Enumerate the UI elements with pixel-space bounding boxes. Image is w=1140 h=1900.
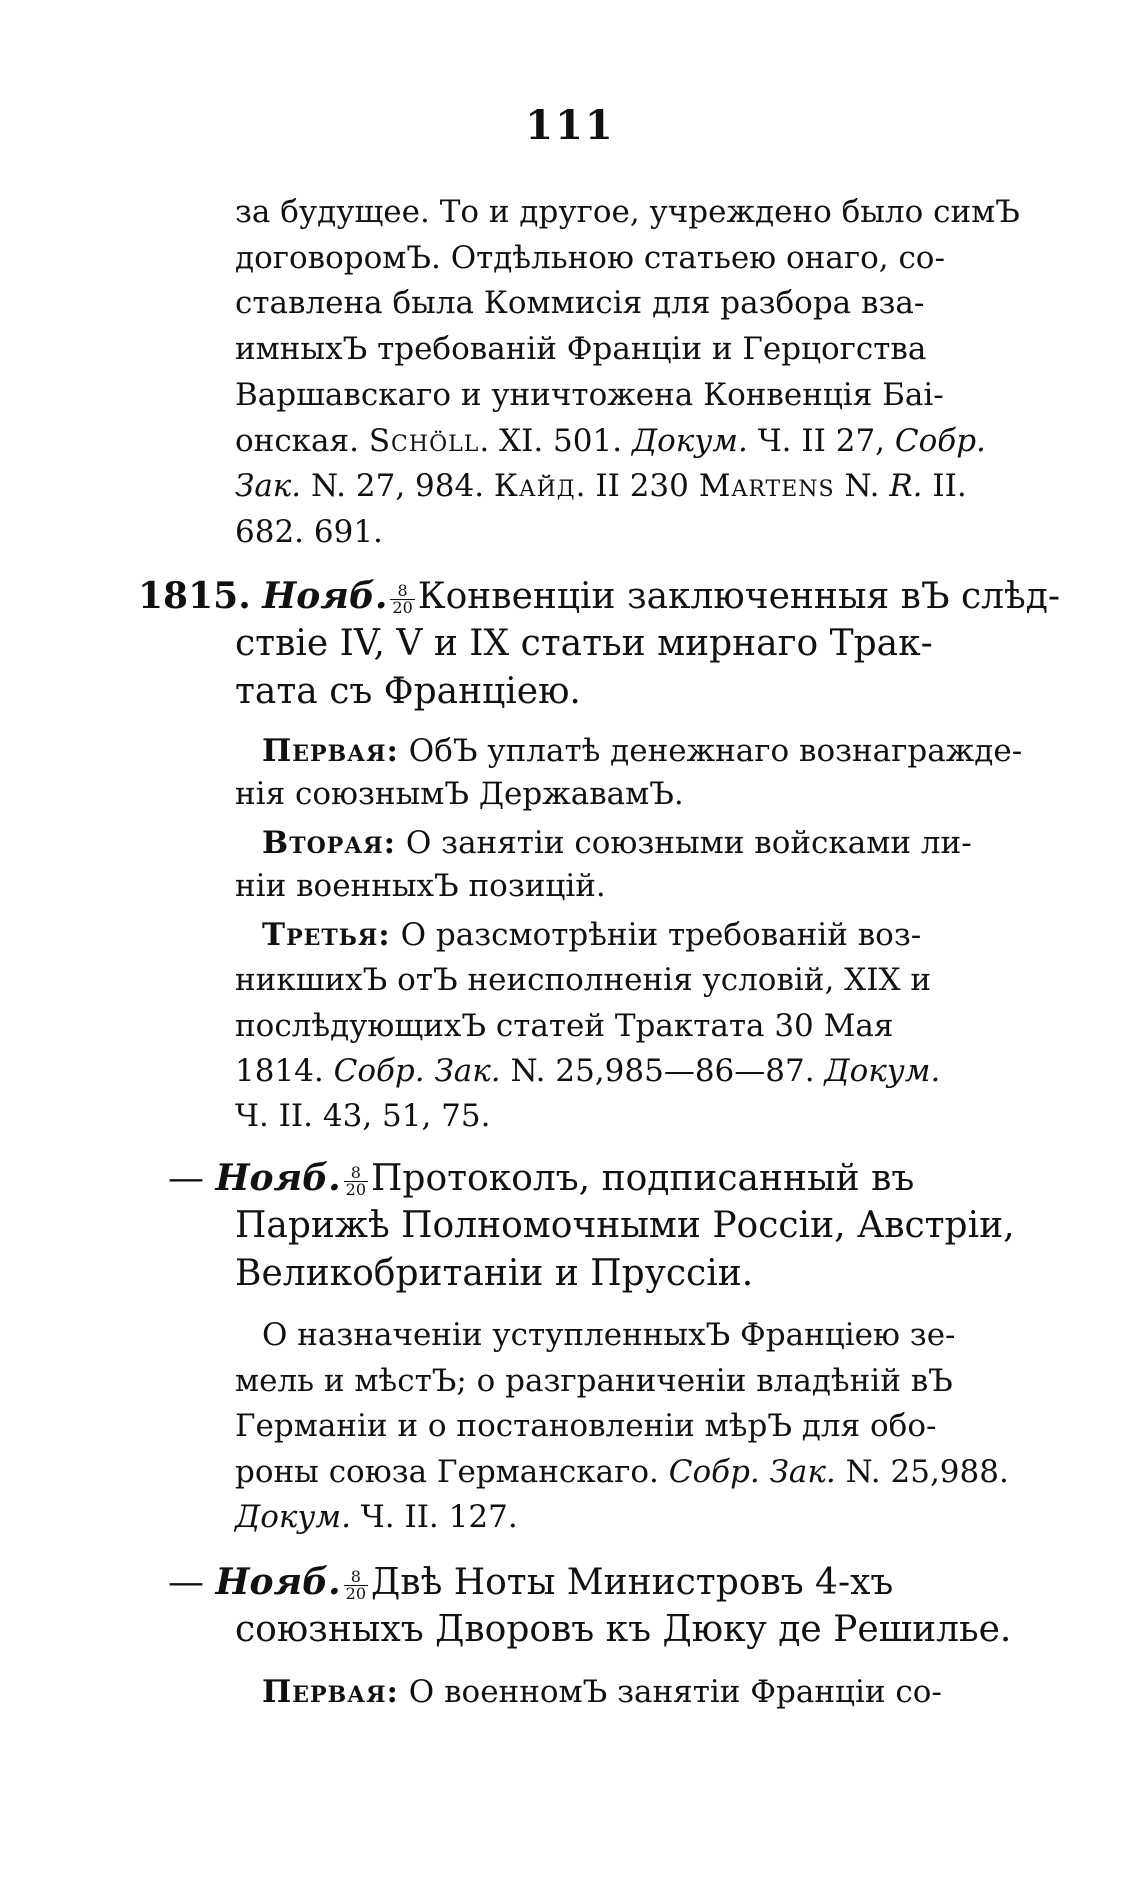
text-line — [235, 1497, 518, 1537]
text-fragment: N. 25,985—86—87. — [500, 1053, 825, 1089]
citation-abbrev: Докум. — [824, 1053, 941, 1089]
text-line — [262, 915, 921, 955]
item-label: Первая: — [262, 1674, 399, 1710]
entry-heading-line — [168, 1158, 914, 1199]
text-fragment: II. — [922, 468, 967, 504]
text-line — [262, 731, 1022, 771]
entry-day-fraction — [390, 580, 414, 617]
entry-month: Нояб. — [215, 1561, 341, 1603]
entry-title-line: Парижѣ Полномочными Россіи, Австріи, — [235, 1205, 1015, 1246]
text-fragment: онская. — [235, 423, 369, 459]
text-fragment: Ч. II. 127. — [350, 1499, 518, 1535]
text-line: имныхЪ требованій Франціи и Герцогства — [235, 331, 927, 367]
text-line — [235, 466, 967, 506]
text-line — [235, 421, 986, 461]
fraction-denominator: 20 — [345, 1583, 367, 1603]
text-line — [235, 1452, 1009, 1492]
entry-month: Нояб. — [215, 1157, 341, 1199]
text-line: послѣдующихЪ статей Трактата 30 Мая — [235, 1008, 894, 1044]
citation-abbrev: Собр. — [894, 423, 986, 459]
text-fragment: N. — [834, 468, 890, 504]
text-fragment: Ч. II 27, — [747, 423, 895, 459]
text-line: Варшавскаго и уничтожена Конвенція Баі- — [235, 377, 944, 413]
text-line: мель и мѣстЪ; о разграниченіи владѣній вЪ — [235, 1363, 953, 1399]
text-line: О назначеніи уступленныхЪ Франціею зе- — [262, 1317, 956, 1353]
entry-month: Нояб. — [262, 575, 388, 617]
text-line: нія союзнымЪ ДержавамЪ. — [235, 776, 684, 812]
citation-abbrev: Собр. Зак. — [333, 1053, 501, 1089]
text-line: Ч. II. 43, 51, 75. — [235, 1098, 491, 1134]
entry-title: Протоколъ, подписанный въ — [371, 1158, 915, 1199]
item-label: Вторая: — [262, 825, 397, 861]
text-fragment: О занятіи союзными войсками ли- — [396, 825, 972, 861]
item-label: Первая: — [262, 733, 399, 769]
entry-heading-line — [168, 1562, 893, 1603]
entry-year: 1815. — [138, 575, 251, 617]
entry-heading-line — [138, 576, 1060, 617]
entry-title: Конвенціи заключенныя вЪ слѣд- — [417, 576, 1061, 617]
text-fragment: ОбЪ уплатѣ денежнаго вознагражде- — [398, 733, 1023, 769]
author-name: Schöll — [368, 423, 480, 459]
item-label: Третья: — [262, 917, 391, 953]
citation-abbrev: R. — [889, 468, 923, 504]
text-fragment: О разсмотрѣніи требованій воз- — [390, 917, 922, 953]
citation-abbrev: Докум. — [631, 423, 748, 459]
text-line: договоромЪ. Отдѣльною статьею онаго, со- — [235, 240, 945, 276]
fraction-denominator: 20 — [392, 597, 413, 617]
text-line — [262, 1672, 942, 1712]
entry-title-line: союзныхъ Дворовъ къ Дюку де Решилье. — [235, 1609, 1012, 1650]
entry-title-line: тата съ Франціею. — [235, 671, 581, 712]
text-fragment: О военномЪ занятіи Франціи со- — [398, 1674, 942, 1710]
page-number: 111 — [525, 102, 615, 149]
entry-title: Двѣ Ноты Министровъ 4-хъ — [371, 1562, 894, 1603]
text-line: ставлена была Коммисія для разбора вза- — [235, 285, 925, 321]
citation-abbrev: Докум. — [235, 1499, 351, 1535]
text-line — [235, 1051, 940, 1091]
text-line — [262, 823, 972, 863]
entry-day-fraction — [344, 1162, 368, 1199]
text-line: ніи военныхЪ позицій. — [235, 868, 606, 904]
text-line: 682. 691. — [235, 514, 383, 550]
citation-abbrev: Собр. Зак. — [668, 1454, 836, 1490]
text-fragment: роны союза Германскаго. — [235, 1454, 669, 1490]
fraction-numerator: 8 — [390, 583, 414, 600]
author-name: Кайд — [493, 468, 576, 504]
entry-day-fraction — [344, 1566, 368, 1603]
fraction-numerator: 8 — [344, 1165, 368, 1182]
text-line: за будущее. То и другое, учреждено было симЪ — [235, 194, 1020, 230]
entry-title-line: Великобританіи и Пруссіи. — [235, 1253, 754, 1294]
citation-abbrev: Зак. — [235, 468, 302, 504]
text-fragment: N. 27, 984. — [301, 468, 494, 504]
text-fragment: 1814. — [235, 1053, 334, 1089]
entry-dash: — — [168, 1562, 204, 1603]
fraction-numerator: 8 — [344, 1569, 368, 1586]
text-fragment: . II 230 — [575, 468, 699, 504]
text-fragment: N. 25,988. — [835, 1454, 1009, 1490]
text-line: никшихЪ отЪ неисполненія условій, XIX и — [235, 962, 932, 998]
text-line: Германіи и о постановленіи мѣрЪ для обо- — [235, 1408, 937, 1444]
entry-title-line: ствіе IV, V и IX статьи мирнаго Трак- — [235, 623, 933, 664]
entry-dash: — — [168, 1158, 204, 1199]
fraction-denominator: 20 — [345, 1179, 367, 1199]
author-name: Martens — [698, 468, 835, 504]
text-fragment: . XI. 501. — [479, 423, 632, 459]
